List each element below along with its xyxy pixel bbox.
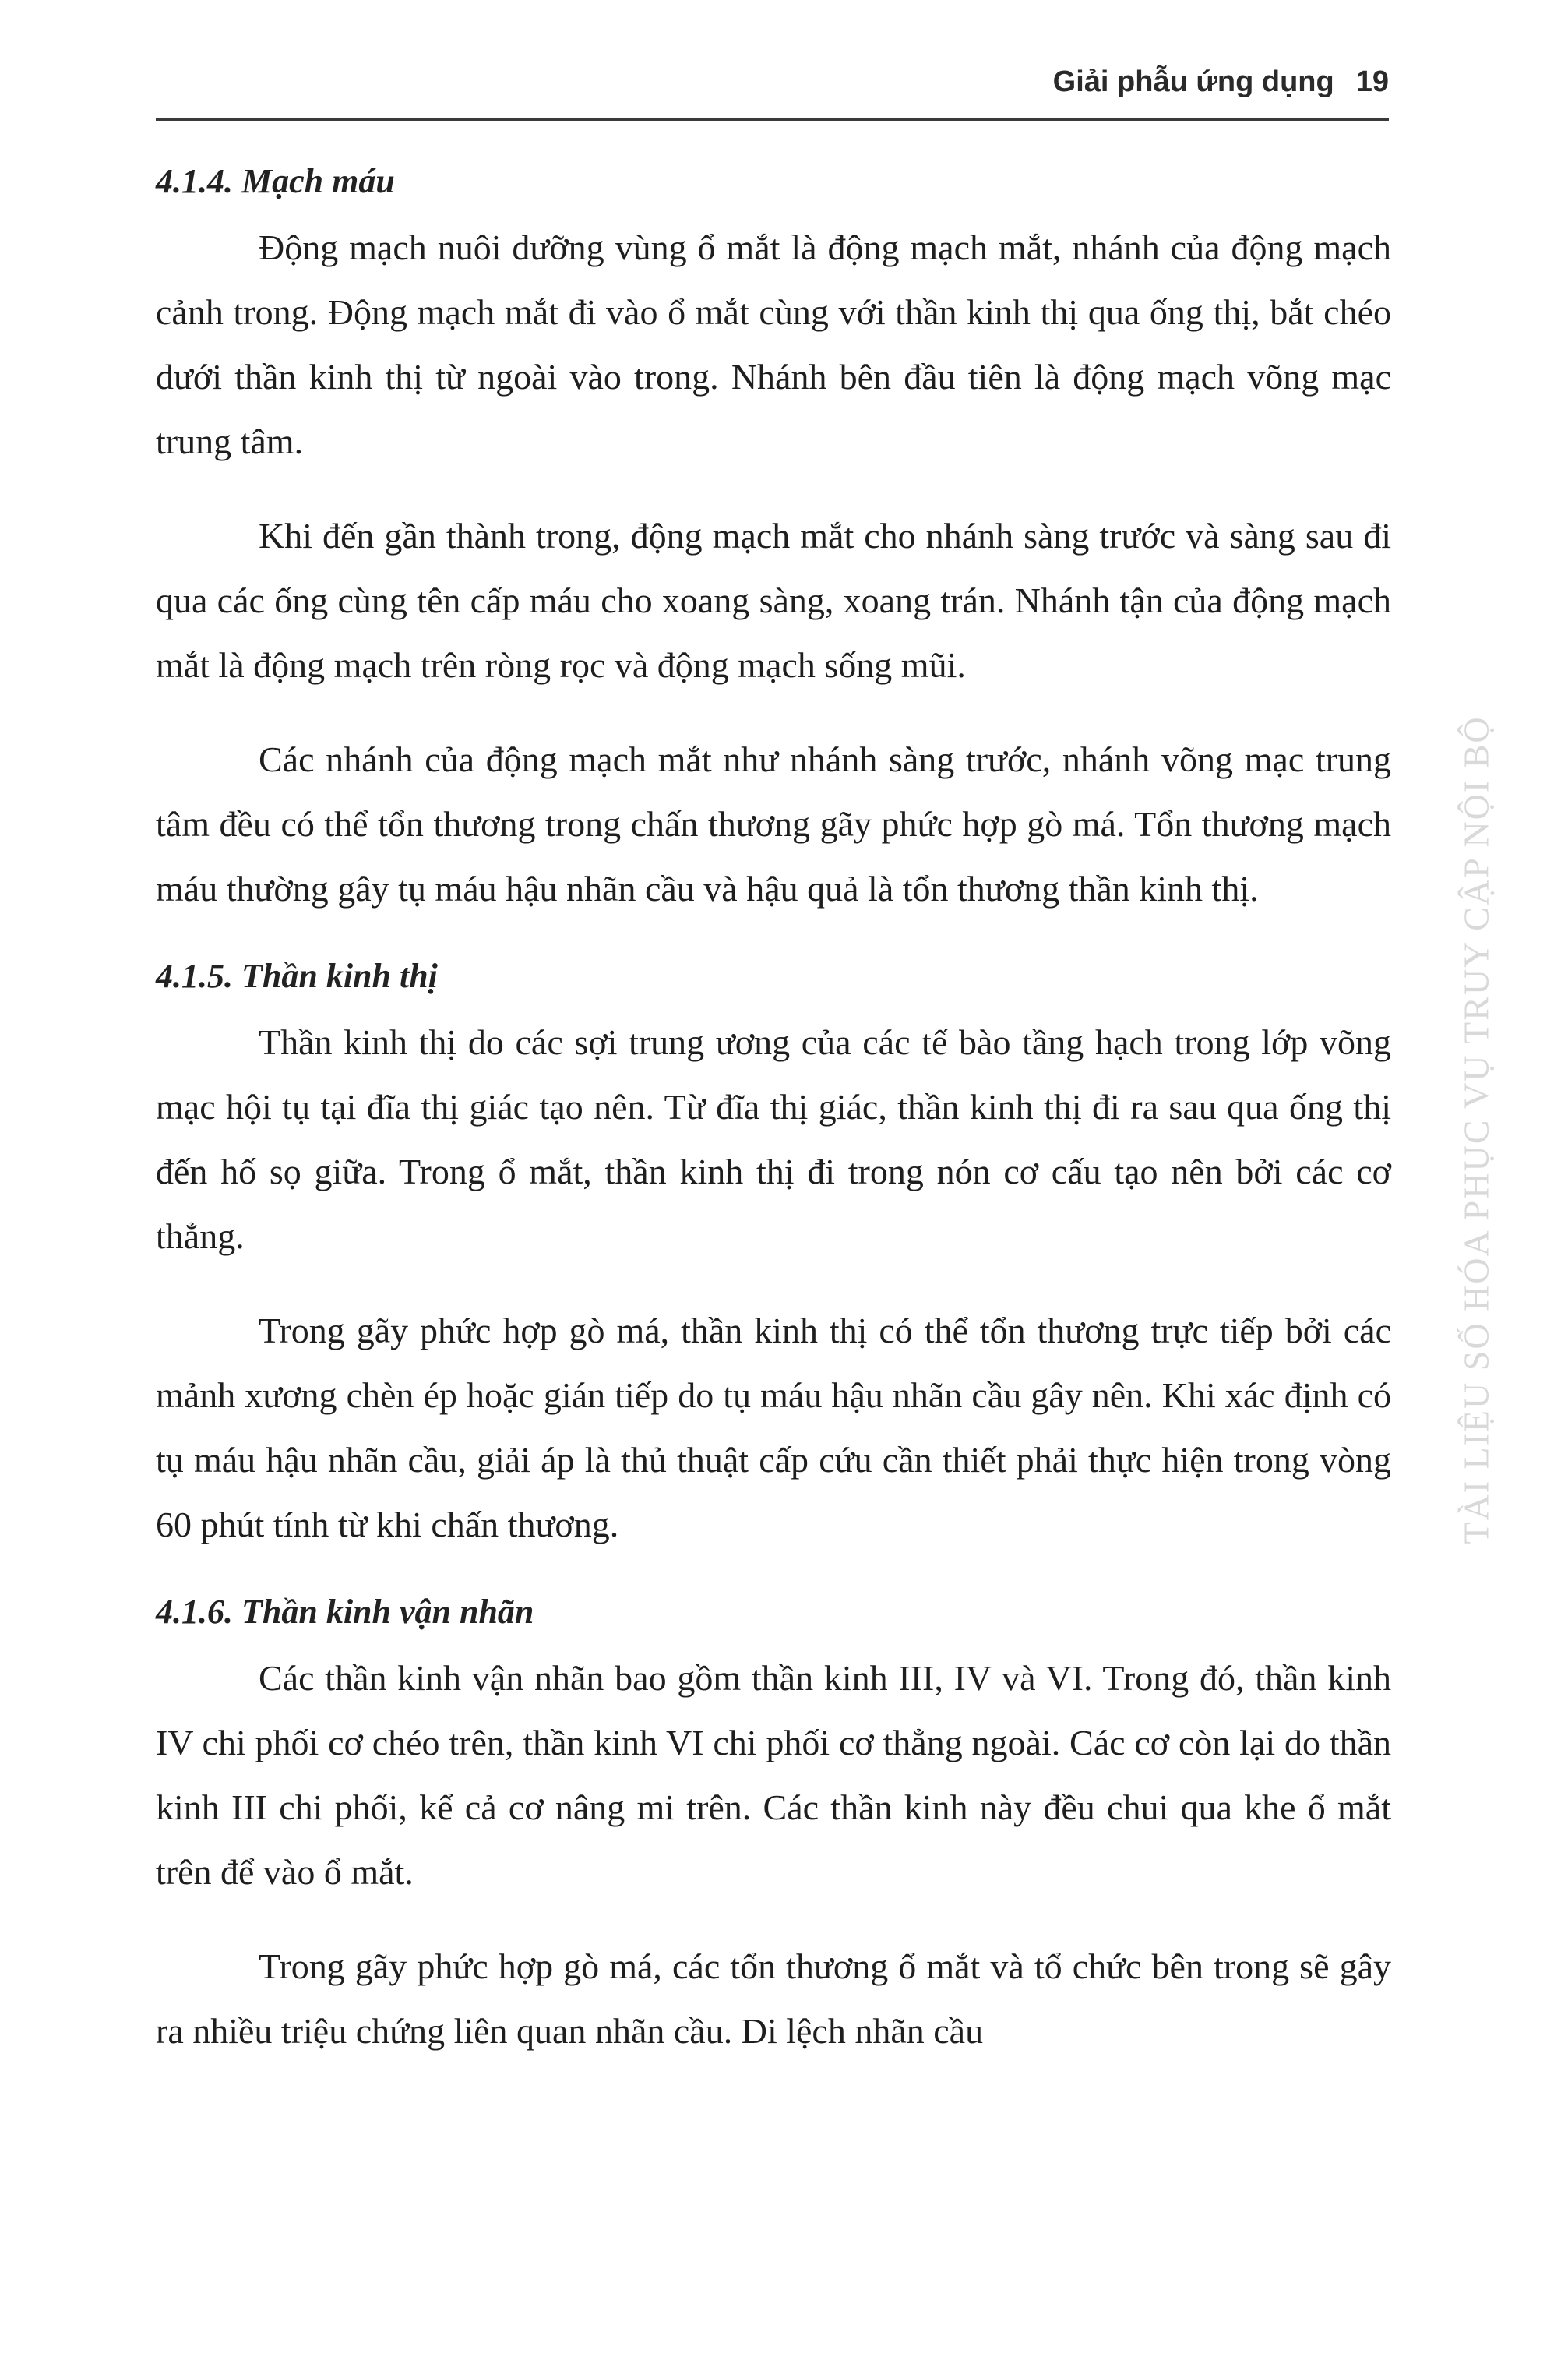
header-title: Giải phẫu ứng dụng — [1052, 65, 1334, 98]
paragraph: Thần kinh thị do các sợi trung ương của các tế bào tầng hạch trong lớp võng mạc hội tụ tại đĩa thị giác tạo nên. Từ đĩa thị giác, thần kinh thị đi ra sau qua ống thị đến hố sọ giữa. Trong ổ mắt, thần kinh thị đi trong nón cơ cấu tạo nên bởi các cơ thẳng. — [156, 1022, 1391, 1256]
paragraph: Khi đến gần thành trong, động mạch mắt cho nhánh sàng trước và sàng sau đi qua các ống cùng tên cấp máu cho xoang sàng, xoang trán. Nhánh tận của động mạch mắt là động mạch trên ròng rọc và động mạch sống mũi. — [156, 516, 1391, 685]
paragraph: Các nhánh của động mạch mắt như nhánh sàng trước, nhánh võng mạc trung tâm đều có thể tổn thương trong chấn thương gãy phức hợp gò má. Tổn thương mạch máu thường gây tụ máu hậu nhãn cầu và hậu quả là tổn thương thần kinh thị. — [156, 739, 1391, 909]
header-text — [1053, 65, 1389, 99]
section-4-1-4 — [156, 148, 1391, 921]
section-heading: 4.1.4. Mạch máu — [156, 162, 395, 200]
header-rule — [156, 118, 1389, 121]
section-4-1-5 — [156, 943, 1391, 1557]
watermark: TÀI LIỆU SỐ HÓA PHỤC VỤ TRUY CẬP NỘI BỘ — [1456, 715, 1496, 1544]
page-content — [156, 148, 1391, 2093]
running-header — [156, 65, 1389, 120]
paragraph: Trong gãy phức hợp gò má, các tổn thương ổ mắt và tổ chức bên trong sẽ gây ra nhiều triệu chứng liên quan nhãn cầu. Di lệch nhãn cầu — [156, 1946, 1391, 2051]
section-heading: 4.1.5. Thần kinh thị — [156, 957, 438, 995]
page-number: 19 — [1355, 65, 1389, 98]
paragraph: Động mạch nuôi dưỡng vùng ổ mắt là động mạch mắt, nhánh của động mạch cảnh trong. Động mạch mắt đi vào ổ mắt cùng với thần kinh thị qua ống thị, bắt chéo dưới thần kinh thị từ ngoài vào trong. Nhánh bên đầu tiên là động mạch võng mạc trung tâm. — [156, 228, 1391, 461]
section-4-1-6 — [156, 1579, 1391, 2063]
paragraph: Trong gãy phức hợp gò má, thần kinh thị có thể tổn thương trực tiếp bởi các mảnh xương chèn ép hoặc gián tiếp do tụ máu hậu nhãn cầu gây nên. Khi xác định có tụ máu hậu nhãn cầu, giải áp là thủ thuật cấp cứu cần thiết phải thực hiện trong vòng 60 phút tính từ khi chấn thương. — [156, 1311, 1391, 1544]
paragraph: Các thần kinh vận nhãn bao gồm thần kinh III, IV và VI. Trong đó, thần kinh IV chi phối cơ chéo trên, thần kinh VI chi phối cơ thẳng ngoài. Các cơ còn lại do thần kinh III chi phối, kể cả cơ nâng mi trên. Các thần kinh này đều chui qua khe ổ mắt trên để vào ổ mắt. — [156, 1658, 1391, 1892]
section-heading: 4.1.6. Thần kinh vận nhãn — [156, 1593, 534, 1631]
